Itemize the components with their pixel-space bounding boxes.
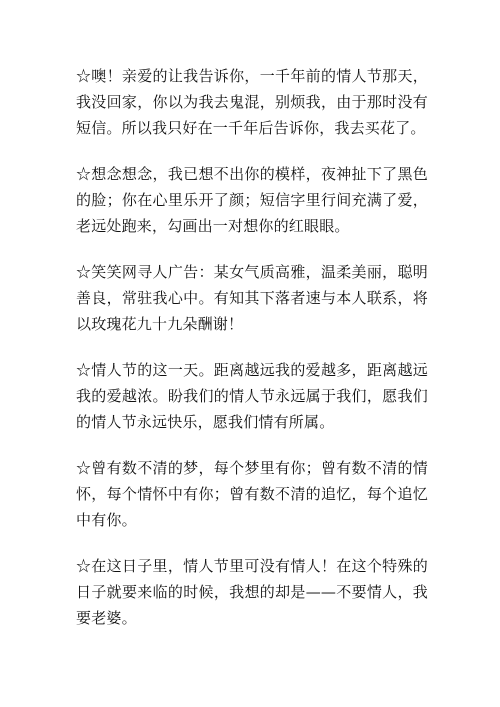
paragraph-1: ☆噢！亲爱的让我告诉你，一千年前的情人节那天，我没回家，你以为我去鬼混，别烦我，由于那时没有短信。所以我只好在一千年后告诉你，我去买花了。 [76, 67, 428, 137]
paragraph-6: ☆在这日子里，情人节里可没有情人！在这个特殊的日子就要来临的时候，我想的却是——不要情人，我要老婆。 [76, 557, 428, 627]
paragraph-2: ☆想念想念，我已想不出你的模样，夜神扯下了黑色的脸；你在心里乐开了颜；短信字里行间充满了爱，老远处跑来，勾画出一对想你的红眼眼。 [76, 165, 428, 235]
paragraph-4: ☆情人节的这一天。距离越远我的爱越多，距离越远我的爱越浓。盼我们的情人节永远属于我们，愿我们的情人节永远快乐，愿我们情有所属。 [76, 361, 428, 431]
paragraph-5: ☆曾有数不清的梦，每个梦里有你；曾有数不清的情怀，每个情怀中有你；曾有数不清的追忆，每个追忆中有你。 [76, 459, 428, 529]
document-body [76, 63, 428, 631]
paragraph-3: ☆笑笑网寻人广告：某女气质高雅，温柔美丽，聪明善良，常驻我心中。有知其下落者速与本人联系，将以玫瑰花九十九朵酬谢！ [76, 263, 428, 333]
